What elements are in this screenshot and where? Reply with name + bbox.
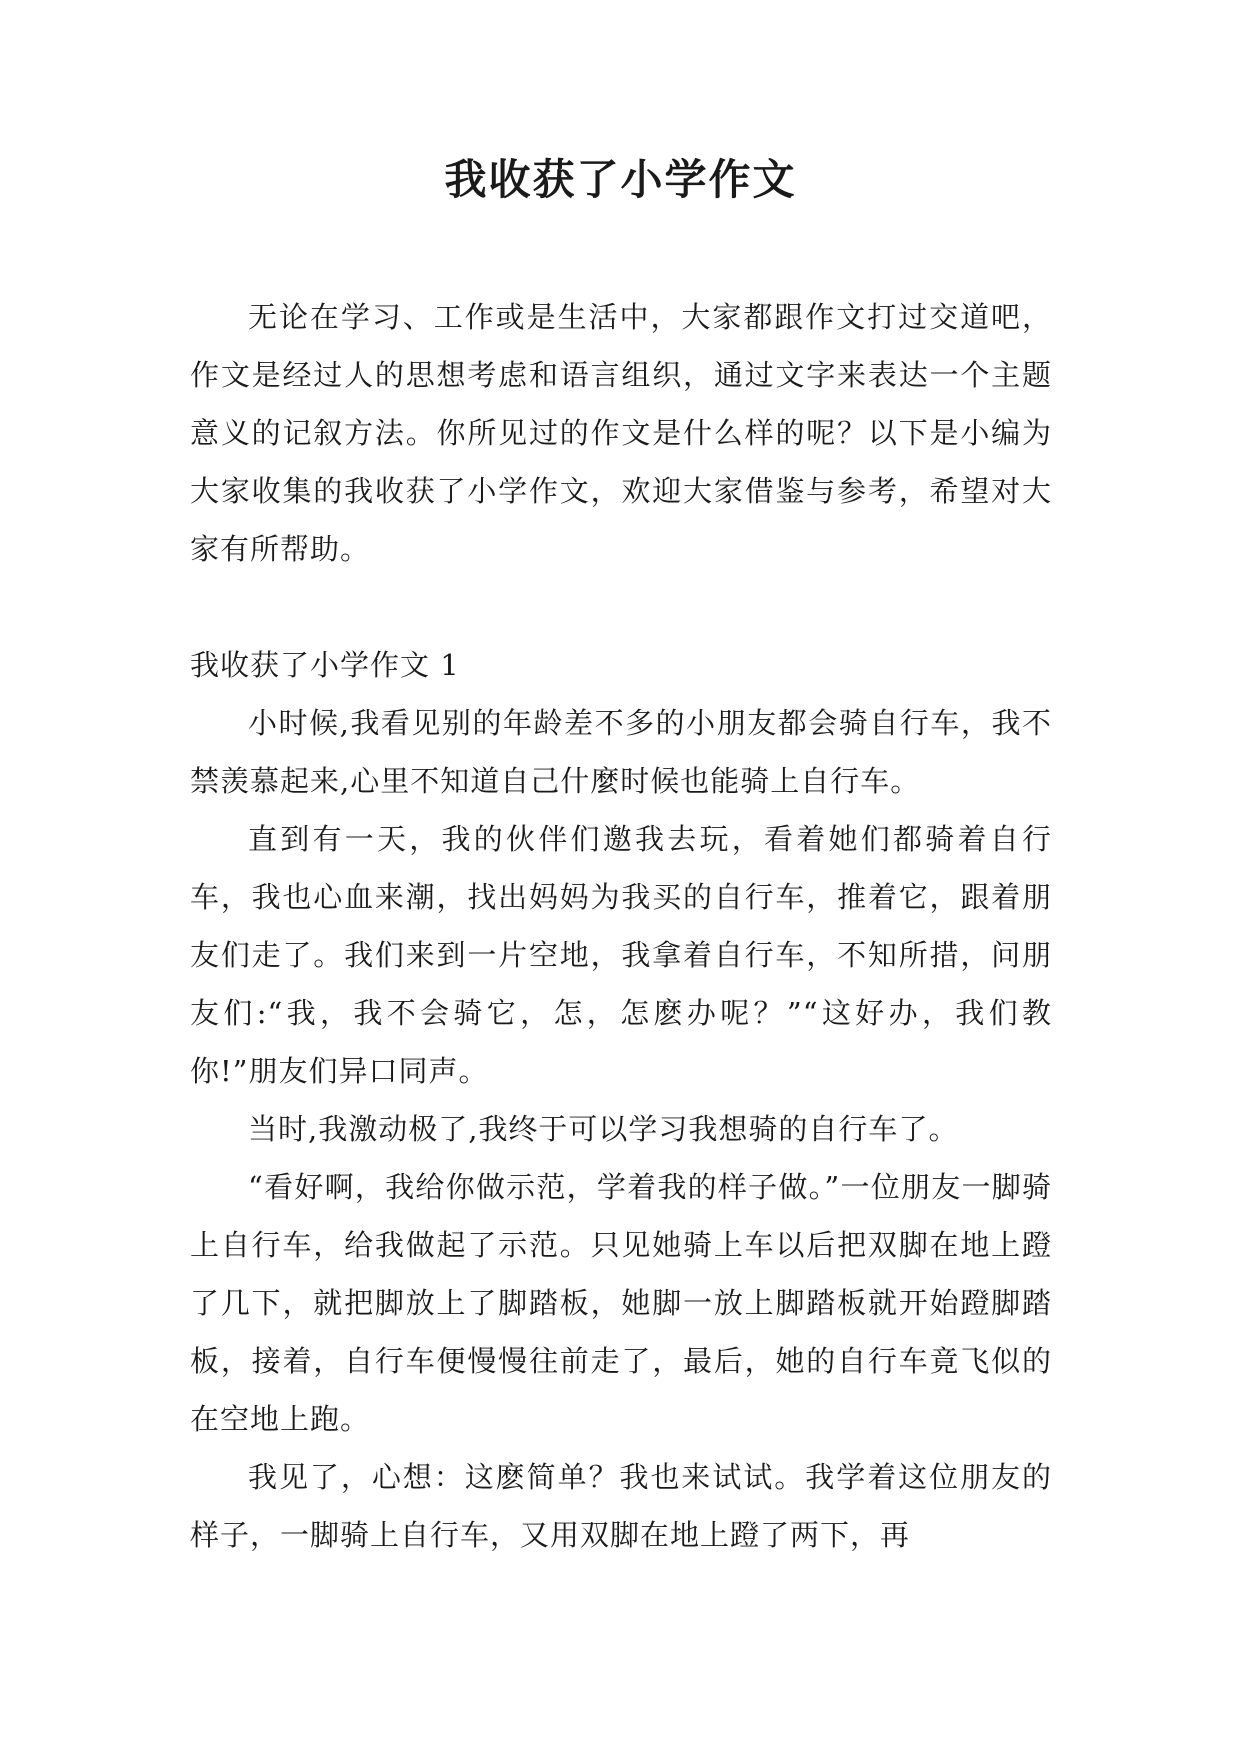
body-paragraph-4: “看好啊，我给你做示范，学着我的样子做。”一位朋友一脚骑上自行车，给我做起了示范。只见她骑上车以后把双脚在地上蹬了几下，就把脚放上了脚踏板，她脚一放上脚踏板就开始蹬脚踏板，接着，自行车便慢慢往前走了，最后，她的自行车竟飞似的在空地上跑。 — [190, 1170, 1052, 1436]
section-heading: 我收获了小学作文 1 — [190, 648, 460, 682]
body-paragraph-5: 我见了，心想：这麽简单？我也来试试。我学着这位朋友的样子，一脚骑上自行车，又用双脚在地上蹬了两下，再 — [190, 1460, 1052, 1552]
intro-paragraph: 无论在学习、工作或是生活中，大家都跟作文打过交道吧，作文是经过人的思想考虑和语言组织，通过文字来表达一个主题意义的记叙方法。你所见过的作文是什么样的呢？以下是小编为大家收集的我收获了小学作文，欢迎大家借鉴与参考，希望对大家有所帮助。 — [190, 300, 1052, 566]
document-body — [190, 288, 1052, 1564]
body-paragraph-2: 直到有一天，我的伙伴们邀我去玩，看着她们都骑着自行车，我也心血来潮，找出妈妈为我买的自行车，推着它，跟着朋友们走了。我们来到一片空地，我拿着自行车，不知所措，问朋友们:“我，我不会骑它，怎，怎麽办呢？”“这好办，我们教你!”朋友们异口同声。 — [190, 822, 1052, 1088]
document-title: 我收获了小学作文 — [444, 155, 797, 204]
body-paragraph-1: 小时候,我看见别的年龄差不多的小朋友都会骑自行车，我不禁羡慕起来,心里不知道自己什麼时候也能骑上自行车。 — [190, 706, 1052, 798]
body-paragraph-3: 当时,我激动极了,我终于可以学习我想骑的自行车了。 — [248, 1112, 959, 1146]
